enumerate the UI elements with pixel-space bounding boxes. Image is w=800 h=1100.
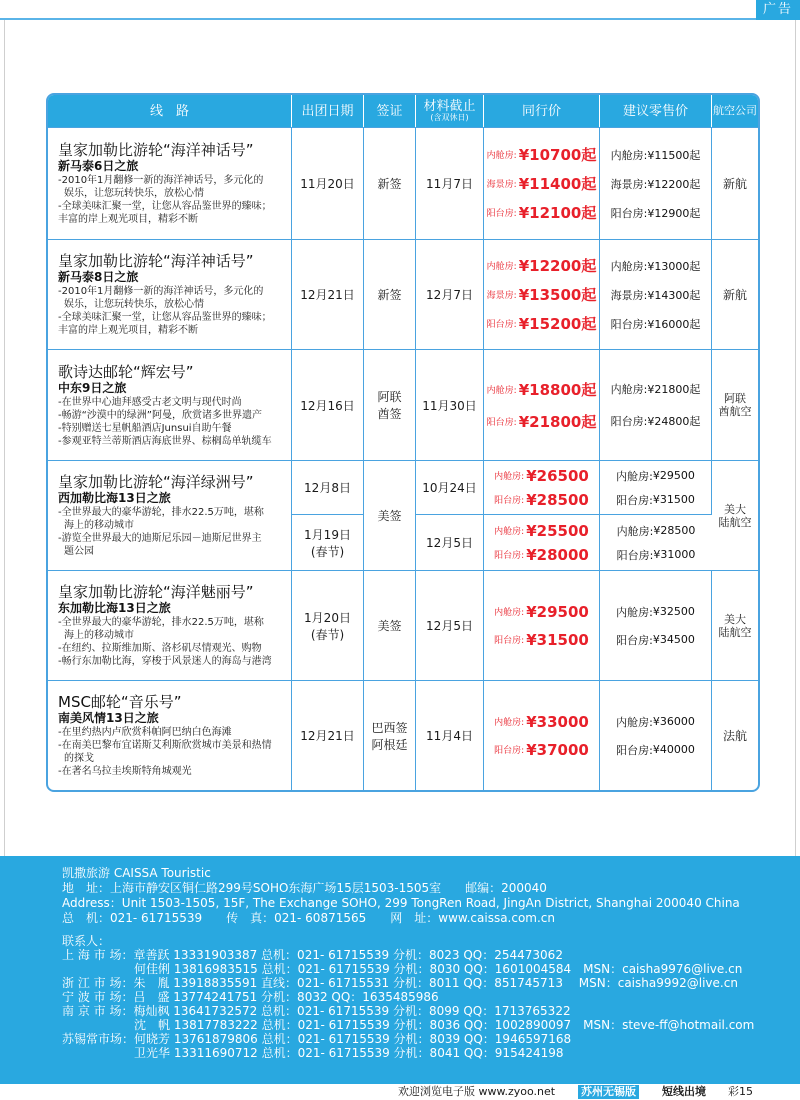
retail-price-cell xyxy=(600,460,712,514)
departure-date: 1月20日 (春节) xyxy=(292,570,364,680)
trade-price-line: 阳台房: ¥31500 xyxy=(494,630,589,649)
trade-price-cell xyxy=(484,239,600,349)
route-desc-line: 海上的移动城市 xyxy=(64,630,134,641)
retail-price-line: 内舱房: ¥29500 xyxy=(616,469,695,483)
retail-price-cell xyxy=(600,680,712,790)
route-desc-line: -全世界最大的豪华游轮，排水22.5万吨，堪称 xyxy=(58,617,264,628)
contact-line: 何佳俐 13816983515 总机：021- 61715539 分机：8030 QQ：1601004584 MSN：caisha9976@live.cn xyxy=(62,962,743,976)
contact-line: 卫光华 13311690712 总机：021- 61715539 分机：8041 QQ：915424198 xyxy=(62,1046,564,1060)
deadline-date: 11月30日 xyxy=(416,349,484,460)
route-cell xyxy=(48,680,292,790)
departure-date: 12月21日 xyxy=(292,239,364,349)
trade-price-line: 内舱房: ¥26500 xyxy=(494,466,589,485)
retail-price-line: 阳台房: ¥16000起 xyxy=(610,317,701,331)
retail-price-line: 阳台房: ¥31500 xyxy=(616,493,695,507)
route-desc-line: 题公园 xyxy=(64,546,94,557)
deadline-date: 12月5日 xyxy=(416,514,484,570)
route-desc-line: -参观亚特兰蒂斯酒店海底世界、棕榈岛单轨缆车 xyxy=(58,435,272,447)
route-subtitle: 东加勒比海13日之旅 xyxy=(58,601,171,615)
retail-price-line: 阳台房: ¥24800起 xyxy=(610,415,701,428)
table-row xyxy=(48,680,758,790)
retail-price-line: 内舱房: ¥21800起 xyxy=(610,383,701,396)
address-cn: 地 址：上海市静安区铜仁路299号SOHO东海广场15层1503-1505室 邮编：200040 xyxy=(62,881,547,895)
airline: 美大 陆航空 xyxy=(712,460,758,570)
table-row xyxy=(48,349,758,460)
visa-type: 美签 xyxy=(364,570,416,680)
airline: 新航 xyxy=(712,239,758,349)
route-subtitle: 西加勒比海13日之旅 xyxy=(58,491,171,505)
contact-line: 宁 波 市 场：吕 盛 13774241751 分机：8032 QQ：1635485986 xyxy=(62,990,439,1004)
trade-price-line: 海景房: ¥13500起 xyxy=(486,286,597,304)
edition-badge: 苏州无锡版 xyxy=(578,1085,639,1099)
visa-type: 阿联 酋签 xyxy=(364,349,416,460)
retail-price-line: 海景房: ¥12200起 xyxy=(610,177,701,191)
trade-price-line: 阳台房: ¥28000 xyxy=(494,545,589,564)
contact-line: 南 京 市 场：梅灿枫 13641732572 总机：021- 61715539 分机：8099 QQ：1713765322 xyxy=(62,1004,571,1018)
header-date: 出团日期 xyxy=(292,95,364,127)
route-cell xyxy=(48,570,292,680)
retail-price-line: 内舱房: ¥13000起 xyxy=(610,259,701,273)
departure-date: 11月20日 xyxy=(292,127,364,239)
trade-price-line: 内舱房: ¥18800起 xyxy=(486,380,597,399)
trade-price-cell xyxy=(484,514,600,570)
departure-date: 1月19日 (春节) xyxy=(292,514,364,570)
contacts-label: 联系人： xyxy=(62,934,111,948)
retail-price-line: 海景房: ¥14300起 xyxy=(610,288,701,302)
deadline-date: 12月5日 xyxy=(416,570,484,680)
retail-price-line: 内舱房: ¥32500 xyxy=(616,605,695,619)
section-name: 短线出境 xyxy=(662,1085,706,1098)
trade-price-line: 阳台房: ¥37000 xyxy=(494,740,589,759)
header-trade-price: 同行价 xyxy=(484,95,600,127)
phone-line: 总 机：021- 61715539 传 真：021- 60871565 网 址：www.caissa.com.cn xyxy=(62,911,556,925)
airline: 阿联 酋航空 xyxy=(712,349,758,460)
route-desc-line: -全球美味汇聚一堂，让您从容品鉴世界的臻味； xyxy=(58,312,272,323)
route-desc-line: -在纽约、拉斯维加斯、洛杉矶尽情观光、购物 xyxy=(58,643,262,654)
retail-price-line: 阳台房: ¥12900起 xyxy=(610,206,701,220)
page-number: 彩15 xyxy=(728,1085,753,1098)
route-cell xyxy=(48,239,292,349)
trade-price-cell xyxy=(484,680,600,790)
route-title: 皇家加勒比游轮“海洋神话号” xyxy=(58,252,254,270)
trade-price-line: 内舱房: ¥10700起 xyxy=(486,146,597,164)
airline: 新航 xyxy=(712,127,758,239)
airline: 法航 xyxy=(712,680,758,790)
retail-price-line: 阳台房: ¥40000 xyxy=(616,743,695,757)
route-desc-line: -2010年1月翻修一新的海洋神话号，多元化的 xyxy=(58,286,264,297)
route-desc-line: 娱乐，让您玩转快乐，放松心情 xyxy=(64,299,204,310)
retail-price-cell xyxy=(600,349,712,460)
table-row xyxy=(48,239,758,349)
trade-price-line: 阳台房: ¥15200起 xyxy=(486,315,597,333)
visa-type: 新签 xyxy=(364,239,416,349)
retail-price-cell xyxy=(600,514,712,570)
route-cell xyxy=(48,460,292,570)
route-desc-line: 海上的移动城市 xyxy=(64,520,134,531)
retail-price-line: 内舱房: ¥28500 xyxy=(616,524,696,538)
deadline-date: 11月4日 xyxy=(416,680,484,790)
route-desc-line: -在南美巴黎布宜诺斯艾利斯欣赏城市美景和热情 xyxy=(58,740,272,751)
retail-price-line: 内舱房: ¥36000 xyxy=(616,715,695,729)
header-deadline: 材料截止 (含双休日) xyxy=(416,95,484,127)
table-row xyxy=(48,460,758,514)
retail-price-cell xyxy=(600,239,712,349)
header-retail-price: 建议零售价 xyxy=(600,95,712,127)
table-header xyxy=(48,95,758,127)
route-desc-line: -畅行东加勒比海，穿梭于风景迷人的海岛与港湾 xyxy=(58,656,272,667)
route-desc-line: -全世界最大的豪华游轮，排水22.5万吨，堪称 xyxy=(58,507,264,518)
trade-price-line: 内舱房: ¥33000 xyxy=(494,712,589,731)
tour-table xyxy=(46,93,760,792)
route-desc-line: -在著名乌拉圭埃斯特角城观光 xyxy=(58,766,192,777)
airline: 美大 陆航空 xyxy=(712,570,758,680)
trade-price-line: 阳台房: ¥28500 xyxy=(494,490,589,509)
route-subtitle: 中东9日之旅 xyxy=(58,380,127,395)
route-title: 皇家加勒比游轮“海洋绿洲号” xyxy=(58,473,254,491)
route-desc-line: -畅游“沙漠中的绿洲”阿曼，欣赏诸多世界遗产 xyxy=(58,409,262,421)
page-footer-bar xyxy=(0,1084,800,1100)
trade-price-line: 海景房: ¥11400起 xyxy=(486,175,597,193)
contact-footer xyxy=(0,856,800,1084)
retail-price-line: 阳台房: ¥31000 xyxy=(616,548,696,562)
route-desc-line: -全球美味汇聚一堂，让您从容品鉴世界的臻味； xyxy=(58,201,272,212)
header-visa: 签证 xyxy=(364,95,416,127)
visa-type: 新签 xyxy=(364,127,416,239)
route-desc-line: 的探戈 xyxy=(64,753,94,764)
route-subtitle: 新马泰8日之旅 xyxy=(58,270,139,284)
ad-tag: 广告 xyxy=(756,0,800,20)
contact-line: 上 海 市 场：章善跃 13331903387 总机：021- 61715539 分机：8023 QQ：254473062 xyxy=(62,948,563,962)
visa-type: 美签 xyxy=(364,460,416,570)
company-name: 凯撒旅游 CAISSA Touristic xyxy=(62,866,211,880)
route-desc-line: -游览全世界最大的迪斯尼乐园－迪斯尼世界主 xyxy=(58,533,262,544)
route-subtitle: 新马泰6日之旅 xyxy=(58,159,139,173)
retail-price-cell xyxy=(600,127,712,239)
visa-type: 巴西签 阿根廷 xyxy=(364,680,416,790)
trade-price-line: 内舱房: ¥25500 xyxy=(494,521,589,540)
departure-date: 12月16日 xyxy=(292,349,364,460)
route-cell xyxy=(48,127,292,239)
welcome-link[interactable]: 欢迎浏览电子版 www.zyoo.net xyxy=(398,1085,556,1098)
route-title: MSC邮轮“音乐号” xyxy=(58,693,182,711)
departure-date: 12月21日 xyxy=(292,680,364,790)
address-en: Address：Unit 1503-1505, 15F, The Exchange SOHO, 299 TongRen Road, JingAn District, Shanghai 200040 China xyxy=(62,896,740,910)
departure-date: 12月8日 xyxy=(292,460,364,514)
route-cell xyxy=(48,349,292,460)
trade-price-cell xyxy=(484,570,600,680)
deadline-date: 12月7日 xyxy=(416,239,484,349)
route-desc-line: 丰富的岸上观光项目，精彩不断 xyxy=(58,214,198,225)
trade-price-cell xyxy=(484,127,600,239)
route-subtitle: 南美风情13日之旅 xyxy=(58,711,159,725)
contact-line: 沈 帆 13817783222 总机：021- 61715539 分机：8036 QQ：1002890097 MSN：steve-ff@hotmail.com xyxy=(62,1018,755,1032)
route-desc-line: -在世界中心迪拜感受古老文明与现代时尚 xyxy=(58,396,242,408)
trade-price-cell xyxy=(484,460,600,514)
deadline-date: 10月24日 xyxy=(416,460,484,514)
contact-line: 苏锡常市场：何晓芳 13761879806 总机：021- 61715539 分机：8039 QQ：1946597168 xyxy=(62,1032,572,1046)
retail-price-line: 阳台房: ¥34500 xyxy=(616,633,695,647)
trade-price-line: 内舱房: ¥29500 xyxy=(494,602,589,621)
route-desc-line: -特别赠送七星帆船酒店Junsui自助午餐 xyxy=(58,422,232,434)
contact-line: 浙 江 市 场：朱 胤 13918835591 直线：021- 61715531 分机：8011 QQ：851745713 MSN：caisha9992@live.cn xyxy=(62,976,738,990)
route-title: 歌诗达邮轮“辉宏号” xyxy=(58,362,194,381)
trade-price-line: 阳台房: ¥21800起 xyxy=(486,412,597,431)
header-route: 线 路 xyxy=(48,95,292,127)
trade-price-line: 内舱房: ¥12200起 xyxy=(486,257,597,275)
trade-price-line: 阳台房: ¥12100起 xyxy=(486,204,597,222)
header-airline: 航空公司 xyxy=(712,95,758,127)
route-title: 皇家加勒比游轮“海洋神话号” xyxy=(58,141,254,159)
route-desc-line: -2010年1月翻修一新的海洋神话号，多元化的 xyxy=(58,175,264,186)
table-row xyxy=(48,127,758,239)
route-title: 皇家加勒比游轮“海洋魅丽号” xyxy=(58,583,254,601)
deadline-date: 11月7日 xyxy=(416,127,484,239)
trade-price-cell xyxy=(484,349,600,460)
table-row xyxy=(48,570,758,680)
route-desc-line: -在里约热内卢欣赏科帕阿巴纳白色海滩 xyxy=(58,727,232,738)
route-desc-line: 丰富的岸上观光项目，精彩不断 xyxy=(58,325,198,336)
retail-price-line: 内舱房: ¥11500起 xyxy=(610,148,701,162)
route-desc-line: 娱乐，让您玩转快乐，放松心情 xyxy=(64,188,204,199)
retail-price-cell xyxy=(600,570,712,680)
